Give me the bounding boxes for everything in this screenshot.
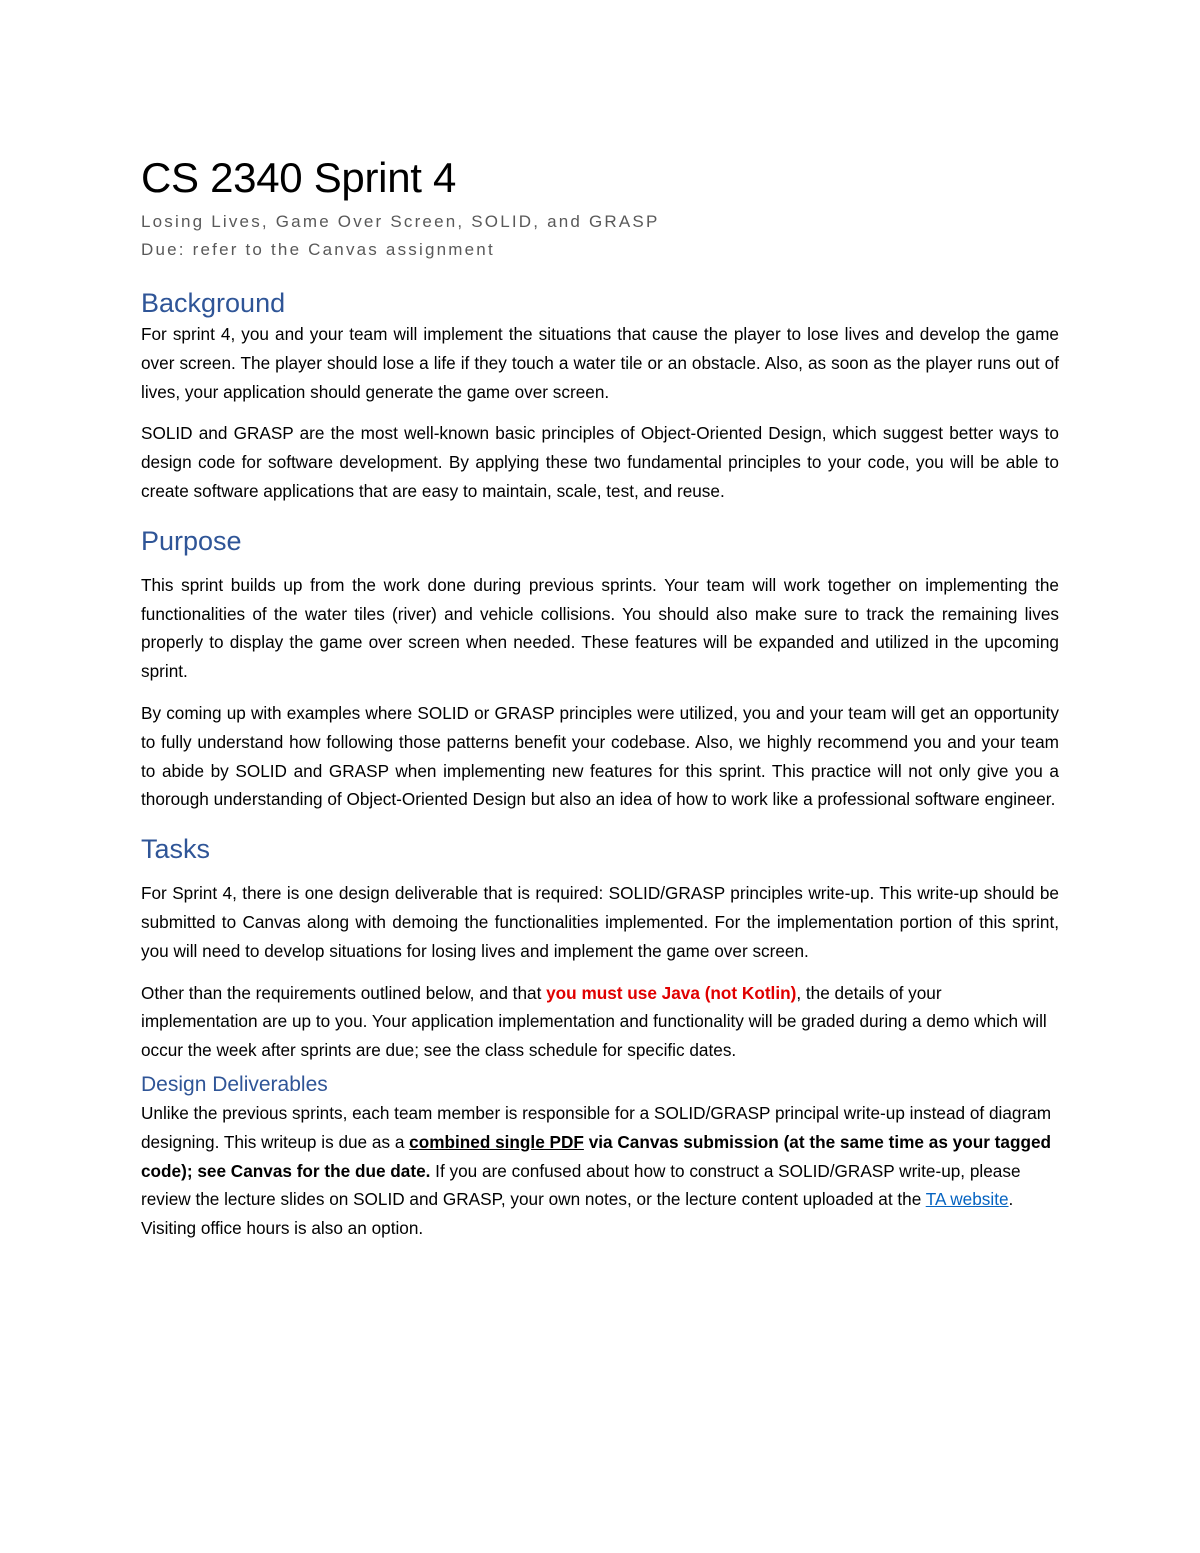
purpose-paragraph-2: By coming up with examples where SOLID or GRASP principles were utilized, you and your team will get an opportunity to fully understand how following those patterns benefit your codebase. Also, we highly recommend you and your team to abide by SOLID and GRASP when implementing new features for this sprint. This practice will not only give you a thorough understanding of Object-Oriented Design but also an idea of how to work like a professional software engineer.: [141, 702, 1059, 810]
combined-pdf-emphasis: combined single PDF: [409, 1131, 584, 1152]
tasks-paragraph-2: [141, 979, 1059, 1065]
heading-design-deliverables: Design Deliverables: [141, 1072, 328, 1096]
background-paragraph-2: SOLID and GRASP are the most well-known basic principles of Object-Oriented Design, which suggest better ways to design code for software development. By applying these two fundamental principles to your code, you will be able to create software applications that are easy to maintain, scale, test, and reuse.: [141, 423, 1059, 501]
design-paragraph: [141, 1099, 1059, 1243]
heading-background: Background: [141, 288, 286, 318]
submission-emphasis: via Canvas submission (at the same time as your tagged code); see Canvas for the due date.: [141, 1131, 1052, 1181]
tasks-paragraph-1: For Sprint 4, there is one design deliverable that is required: SOLID/GRASP principles write-up. This write-up should be submitted to Canvas along with demoing the functionalities implemented. For the implementation portion of this sprint, you will need to develop situations for losing lives and implement the game over screen.: [141, 883, 1059, 961]
heading-tasks: Tasks: [141, 834, 211, 865]
background-paragraph-1: For sprint 4, you and your team will implement the situations that cause the player to lose lives and develop the game over screen. The player should lose a life if they touch a water tile or an obstacle. Also, as soon as the player runs out of lives, your application should generate the game over screen.: [141, 324, 1059, 402]
ta-website-link[interactable]: TA website: [925, 1189, 1009, 1210]
purpose-paragraph-1: This sprint builds up from the work done during previous sprints. Your team will work together on implementing the functionalities of the water tiles (river) and vehicle collisions. You should also make sure to track the remaining lives properly to display the game over screen when needed. These features will be expanded and utilized in the upcoming sprint.: [141, 574, 1059, 682]
document-page: [141, 150, 1059, 1243]
heading-purpose: Purpose: [141, 525, 242, 556]
design-text-before: Unlike the previous sprints, each team member is responsible for a SOLID/GRASP principal write-up instead of diagram designing. This writeup is due as a: [141, 1102, 1052, 1152]
tasks-text-before: Other than the requirements outlined below, and that: [141, 982, 547, 1003]
page-title: CS 2340 Sprint 4: [141, 154, 457, 201]
design-text-after: . Visiting office hours is also an option.: [141, 1189, 1014, 1239]
java-requirement-emphasis: you must use Java (not Kotlin): [546, 982, 797, 1003]
design-text-middle: If you are confused about how to construct a SOLID/GRASP write-up, please review the lecture slides on SOLID and GRASP, your own notes, or the lecture content uploaded at the: [141, 1160, 1021, 1210]
tasks-text-after: , the details of your implementation are up to you. Your application implementation and functionality will be graded during a demo which will occur the week after sprints are due; see the class schedule for specific dates.: [141, 982, 1047, 1061]
due-date: Due: refer to the Canvas assignment: [141, 240, 495, 259]
subtitle: Losing Lives, Game Over Screen, SOLID, and GRASP: [141, 212, 660, 231]
